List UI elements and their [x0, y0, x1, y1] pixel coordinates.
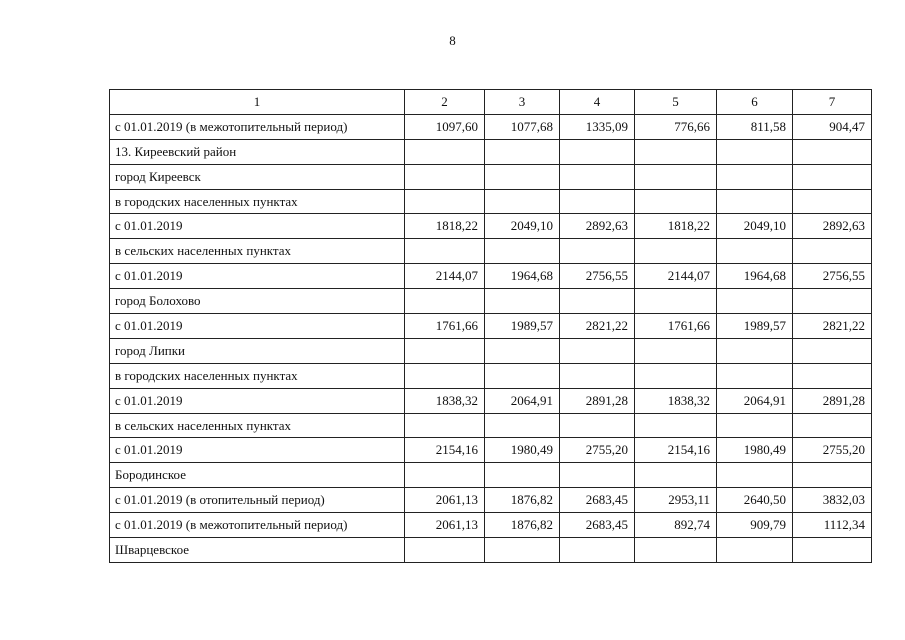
tariff-value	[405, 164, 485, 189]
table-header-row	[110, 90, 872, 115]
table-row	[110, 289, 872, 314]
tariff-value: 2154,16	[635, 438, 717, 463]
tariff-table-body	[110, 90, 872, 563]
tariff-value: 2756,55	[793, 264, 872, 289]
tariff-value: 1077,68	[485, 114, 560, 139]
tariff-value: 1818,22	[405, 214, 485, 239]
tariff-value	[793, 189, 872, 214]
tariff-value: 909,79	[717, 513, 793, 538]
tariff-value	[635, 363, 717, 388]
tariff-value	[635, 338, 717, 363]
tariff-value: 1876,82	[485, 488, 560, 513]
tariff-value: 1980,49	[717, 438, 793, 463]
tariff-value: 2892,63	[560, 214, 635, 239]
table-row	[110, 139, 872, 164]
tariff-value: 1097,60	[405, 114, 485, 139]
tariff-value	[793, 139, 872, 164]
tariff-value	[405, 289, 485, 314]
tariff-value: 2049,10	[485, 214, 560, 239]
table-row	[110, 314, 872, 339]
tariff-value	[793, 338, 872, 363]
table-row	[110, 189, 872, 214]
tariff-value	[635, 463, 717, 488]
tariff-value	[485, 164, 560, 189]
tariff-value: 1335,09	[560, 114, 635, 139]
column-number-6: 6	[717, 90, 793, 115]
tariff-value: 2821,22	[560, 314, 635, 339]
column-number-1: 1	[110, 90, 405, 115]
tariff-value	[560, 538, 635, 563]
tariff-value	[560, 289, 635, 314]
tariff-value	[485, 139, 560, 164]
tariff-value: 1761,66	[405, 314, 485, 339]
tariff-value: 2891,28	[560, 388, 635, 413]
row-label: в городских населенных пунктах	[110, 363, 405, 388]
tariff-value	[635, 164, 717, 189]
row-label: с 01.01.2019 (в межотопительный период)	[110, 513, 405, 538]
table-row	[110, 164, 872, 189]
tariff-value: 3832,03	[793, 488, 872, 513]
tariff-value	[485, 239, 560, 264]
tariff-value: 2049,10	[717, 214, 793, 239]
tariff-value: 811,58	[717, 114, 793, 139]
row-label: в сельских населенных пунктах	[110, 413, 405, 438]
tariff-value: 1980,49	[485, 438, 560, 463]
tariff-value	[405, 463, 485, 488]
tariff-value	[405, 363, 485, 388]
tariff-value: 904,47	[793, 114, 872, 139]
tariff-value	[405, 413, 485, 438]
tariff-value	[485, 463, 560, 488]
row-label: с 01.01.2019 (в межотопительный период)	[110, 114, 405, 139]
tariff-value: 2144,07	[635, 264, 717, 289]
tariff-value	[635, 139, 717, 164]
tariff-value	[717, 139, 793, 164]
row-label: с 01.01.2019	[110, 314, 405, 339]
tariff-value	[405, 338, 485, 363]
tariff-value	[717, 463, 793, 488]
tariff-value	[485, 189, 560, 214]
tariff-value	[717, 338, 793, 363]
tariff-value: 2755,20	[793, 438, 872, 463]
tariff-value: 2061,13	[405, 488, 485, 513]
tariff-value: 2061,13	[405, 513, 485, 538]
row-label: город Киреевск	[110, 164, 405, 189]
table-row	[110, 363, 872, 388]
tariff-value	[560, 413, 635, 438]
tariff-value	[635, 239, 717, 264]
tariff-value	[405, 189, 485, 214]
tariff-value	[717, 413, 793, 438]
tariff-value: 1989,57	[717, 314, 793, 339]
tariff-value: 1989,57	[485, 314, 560, 339]
tariff-value	[793, 538, 872, 563]
tariff-value	[793, 413, 872, 438]
tariff-value: 2821,22	[793, 314, 872, 339]
tariff-value	[405, 139, 485, 164]
table-row	[110, 338, 872, 363]
row-label: в городских населенных пунктах	[110, 189, 405, 214]
tariff-value: 1112,34	[793, 513, 872, 538]
tariff-value	[793, 289, 872, 314]
tariff-value: 2891,28	[793, 388, 872, 413]
tariff-value: 1838,32	[635, 388, 717, 413]
tariff-value	[717, 189, 793, 214]
row-label: с 01.01.2019	[110, 264, 405, 289]
tariff-value	[560, 239, 635, 264]
tariff-value	[560, 139, 635, 164]
tariff-value: 2953,11	[635, 488, 717, 513]
tariff-value	[793, 363, 872, 388]
tariff-value	[717, 164, 793, 189]
table-row	[110, 488, 872, 513]
tariff-value	[560, 164, 635, 189]
column-number-3: 3	[485, 90, 560, 115]
tariff-value: 1761,66	[635, 314, 717, 339]
tariff-value: 2683,45	[560, 488, 635, 513]
tariff-value	[560, 189, 635, 214]
page-number: 8	[449, 33, 456, 48]
tariff-value	[635, 289, 717, 314]
row-label: 13. Киреевский район	[110, 139, 405, 164]
tariff-value: 2892,63	[793, 214, 872, 239]
row-label: Шварцевское	[110, 538, 405, 563]
tariff-value	[560, 363, 635, 388]
tariff-value	[485, 413, 560, 438]
tariff-value: 2640,50	[717, 488, 793, 513]
tariff-value	[717, 289, 793, 314]
tariff-value: 2064,91	[717, 388, 793, 413]
row-label: в сельских населенных пунктах	[110, 239, 405, 264]
tariff-value	[485, 538, 560, 563]
row-label: Бородинское	[110, 463, 405, 488]
tariff-value	[793, 239, 872, 264]
table-row	[110, 214, 872, 239]
tariff-value	[405, 538, 485, 563]
tariff-value: 1964,68	[717, 264, 793, 289]
tariff-value: 2154,16	[405, 438, 485, 463]
row-label: город Липки	[110, 338, 405, 363]
table-row	[110, 513, 872, 538]
tariff-value	[405, 239, 485, 264]
row-label: с 01.01.2019	[110, 388, 405, 413]
tariff-value: 1964,68	[485, 264, 560, 289]
tariff-value: 2755,20	[560, 438, 635, 463]
row-label: с 01.01.2019	[110, 438, 405, 463]
column-number-7: 7	[793, 90, 872, 115]
tariff-value	[793, 164, 872, 189]
tariff-value	[635, 413, 717, 438]
tariff-value: 2683,45	[560, 513, 635, 538]
table-row	[110, 388, 872, 413]
tariff-value	[485, 338, 560, 363]
tariff-value	[635, 538, 717, 563]
column-number-4: 4	[560, 90, 635, 115]
tariff-value: 2144,07	[405, 264, 485, 289]
tariff-value: 1838,32	[405, 388, 485, 413]
table-row	[110, 264, 872, 289]
tariff-value	[485, 363, 560, 388]
tariff-table	[109, 89, 872, 563]
tariff-value: 1818,22	[635, 214, 717, 239]
tariff-value	[717, 239, 793, 264]
tariff-value: 2064,91	[485, 388, 560, 413]
tariff-value: 892,74	[635, 513, 717, 538]
column-number-2: 2	[405, 90, 485, 115]
table-row	[110, 413, 872, 438]
tariff-value	[635, 189, 717, 214]
tariff-value	[717, 363, 793, 388]
table-row	[110, 463, 872, 488]
tariff-value	[793, 463, 872, 488]
tariff-value	[485, 289, 560, 314]
table-row	[110, 438, 872, 463]
tariff-value: 776,66	[635, 114, 717, 139]
table-row	[110, 239, 872, 264]
column-number-5: 5	[635, 90, 717, 115]
tariff-value	[717, 538, 793, 563]
row-label: с 01.01.2019	[110, 214, 405, 239]
tariff-value	[560, 338, 635, 363]
tariff-value: 2756,55	[560, 264, 635, 289]
tariff-value	[560, 463, 635, 488]
tariff-value: 1876,82	[485, 513, 560, 538]
table-row	[110, 114, 872, 139]
row-label: с 01.01.2019 (в отопительный период)	[110, 488, 405, 513]
table-row	[110, 538, 872, 563]
row-label: город Болохово	[110, 289, 405, 314]
